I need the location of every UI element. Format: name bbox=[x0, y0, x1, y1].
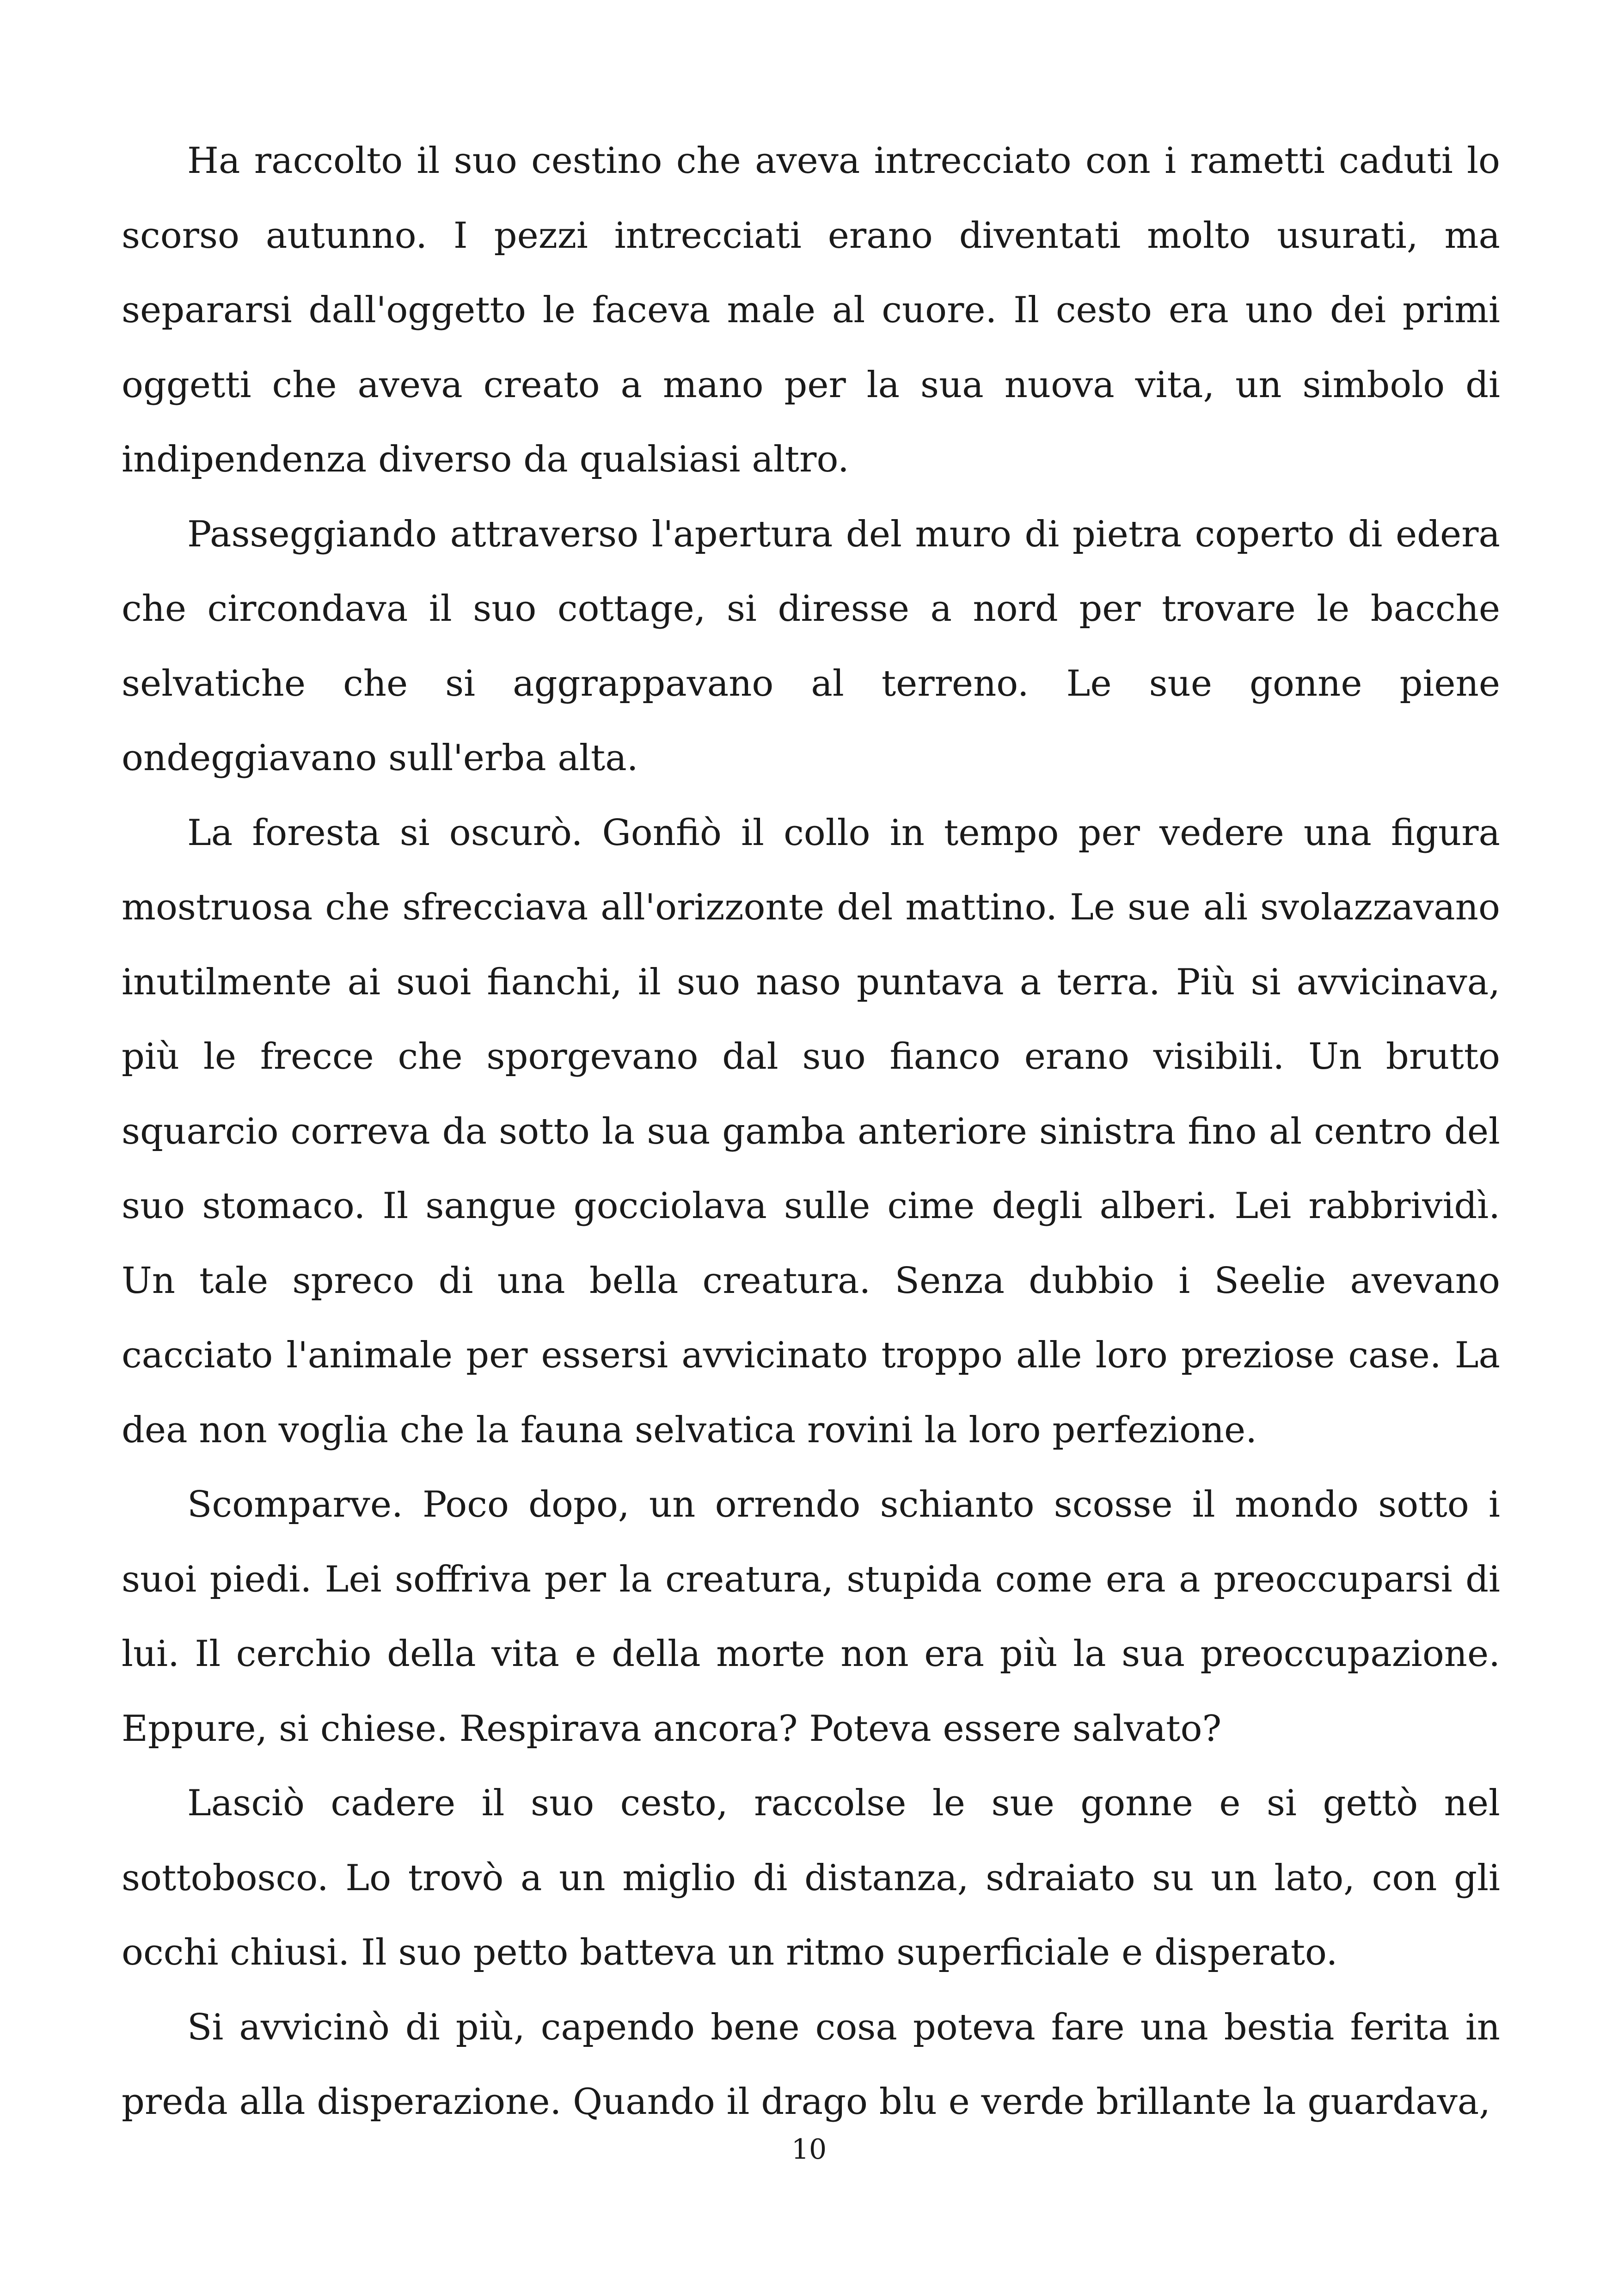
paragraph-4: Scomparve. Poco dopo, un orrendo schianto scosse il mondo sotto i suoi piedi. Lei soffriva per la creatura, stupida come era a preoccuparsi di lui. Il cerchio della vita e della morte non era più la sua preoccupazione. Eppure, si chiese. Respirava ancora? Poteva essere salvato? bbox=[122, 1484, 1500, 1750]
paragraph-3: La foresta si oscurò. Gonfiò il collo in tempo per vedere una figura mostruosa che sfrecciava all'orizzonte del mattino. Le sue ali svolazzavano inutilmente ai suoi fianchi, il suo naso puntava a terra. Più si avvicinava, più le frecce che sporgevano dal suo fianco erano visibili. Un brutto squarcio correva da sotto la sua gamba anteriore sinistra fino al centro del suo stomaco. Il sangue gocciolava sulle cime degli alberi. Lei rabbrividì. Un tale spreco di una bella creatura. Senza dubbio i Seelie avevano cacciato l'animale per essersi avvicinato troppo alle loro preziose case. La dea non voglia che la fauna selvatica rovini la loro perfezione. bbox=[122, 812, 1500, 1451]
body-text bbox=[122, 124, 1500, 2140]
page-number: 10 bbox=[791, 2133, 827, 2166]
paragraph-1: Ha raccolto il suo cestino che aveva intrecciato con i rametti caduti lo scorso autunno. I pezzi intrecciati erano diventati molto usurati, ma separarsi dall'oggetto le faceva male al cuore. Il cesto era uno dei primi oggetti che aveva creato a mano per la sua nuova vita, un simbolo di indipendenza diverso da qualsiasi altro. bbox=[122, 140, 1500, 480]
paragraph-5: Lasciò cadere il suo cesto, raccolse le sue gonne e si gettò nel sottobosco. Lo trovò a un miglio di distanza, sdraiato su un lato, con gli occhi chiusi. Il suo petto batteva un ritmo superficiale e disperato. bbox=[122, 1782, 1500, 1973]
paragraph-2: Passeggiando attraverso l'apertura del muro di pietra coperto di edera che circondava il suo cottage, si diresse a nord per trovare le bacche selvatiche che si aggrappavano al terreno. Le sue gonne piene ondeggiavano sull'erba alta. bbox=[122, 513, 1500, 779]
paragraph-6: Si avvicinò di più, capendo bene cosa poteva fare una bestia ferita in preda alla disperazione. Quando il drago blu e verde brillante la guardava, bbox=[122, 2006, 1500, 2123]
